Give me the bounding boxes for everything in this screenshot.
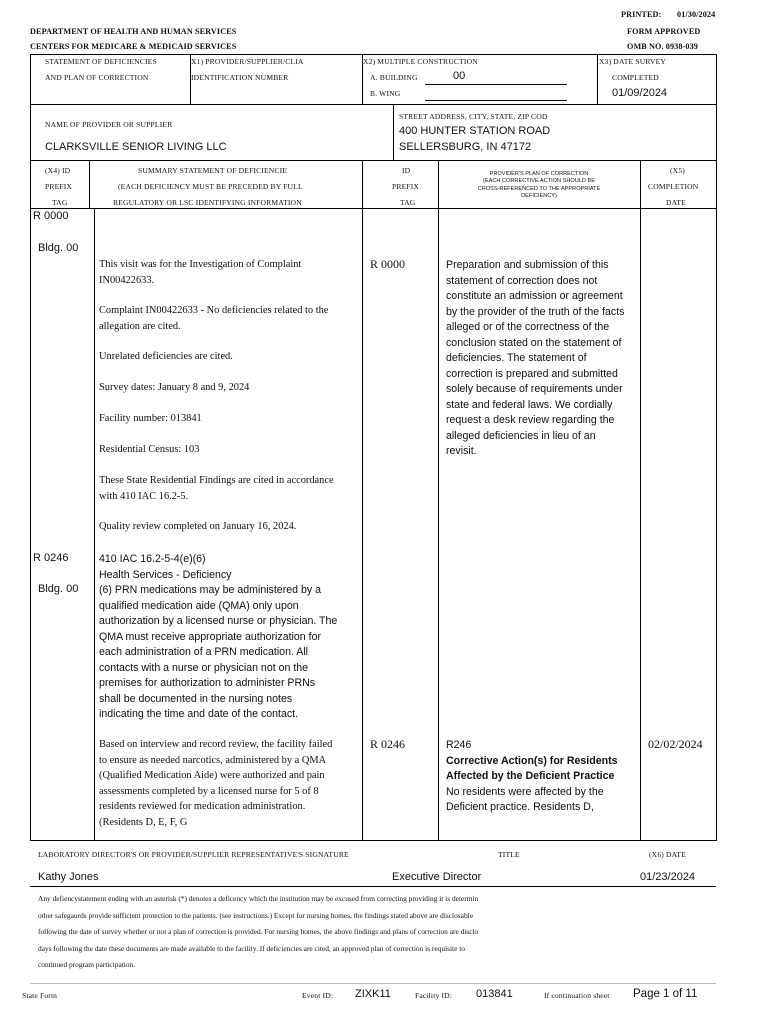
paragraph-quality-review: Quality review completed on January 16, 2024. bbox=[99, 521, 297, 532]
building-underline bbox=[425, 84, 567, 85]
building-label: A. BUILDING bbox=[370, 73, 418, 82]
survey-completed-date: 01/09/2024 bbox=[612, 87, 668, 99]
x5-header-3: DATE bbox=[666, 198, 687, 207]
id-header-3: TAG bbox=[400, 198, 416, 207]
paragraph-complaint: Complaint IN00422633 - No deficiencies related to the allegation are cited. bbox=[99, 305, 329, 332]
x4-header-1: (X4) ID bbox=[45, 166, 71, 175]
plan-header-3: CROSS-REFERENCED TO THE APPROPRIATE bbox=[477, 185, 601, 192]
date-label: (X6) DATE bbox=[649, 850, 686, 859]
plan-header bbox=[442, 171, 636, 201]
event-id-value: ZIXK11 bbox=[355, 988, 391, 1000]
disclaimer-line-3: following the date of survey whether or not a plan of correction is provided. For nursing homes, the above findings and plans of correction are disclo bbox=[38, 927, 479, 936]
disclaimer bbox=[38, 891, 718, 974]
statement-label-1: STATEMENT OF DEFICIENCIES bbox=[45, 57, 157, 66]
plan-r0246-tag: R246 bbox=[446, 739, 472, 751]
paragraph-unrelated: Unrelated deficiencies are cited. bbox=[99, 351, 233, 362]
x5-header-2: COMPLETION bbox=[648, 182, 699, 191]
x4-header-2: PREFIX bbox=[45, 182, 73, 191]
continuation-label: If continuation sheet bbox=[544, 991, 610, 1000]
statement-label-2: AND PLAN OF CORRECTION bbox=[45, 73, 149, 82]
signature-divider bbox=[30, 886, 716, 887]
plan-header-2: (EACH CORRECTIVE ACTION SHOULD BE bbox=[483, 178, 595, 185]
completion-date-r0246: 02/02/2024 bbox=[648, 737, 703, 751]
summary-header-2: (EACH DEFICIENCY MUST BE PRECEDED BY FULL bbox=[118, 182, 303, 191]
x3-label-2: COMPLETED bbox=[612, 73, 659, 82]
id-tag-r0246: R 0246 bbox=[370, 737, 406, 751]
disclaimer-line-4: days following the date these documents are made available to the facility. If deficiencies are cited, an approved plan of correction is requisite to bbox=[38, 943, 465, 953]
provider-name: CLARKSVILLE SENIOR LIVING LLC bbox=[45, 141, 227, 153]
paragraph-state-findings: These State Residential Findings are cited in accordance with 410 IAC 16.2-5. bbox=[99, 475, 334, 502]
signature-date: 01/23/2024 bbox=[640, 871, 696, 883]
x3-label-1: X3) DATE SURVEY bbox=[599, 57, 667, 66]
paragraph-facility-number: Facility number: 013841 bbox=[99, 413, 202, 424]
plan-r0000: Preparation and submission of this statement of correction does not constitute an admission or agreement by the provider of the truth of the facts alleged or of the correctness of the conclusion stated on the statement of deficiencies. The statement of correction is prepared and submitted solely because of requirements under state and federal laws. We cordially request a desk review regarding the alleged deficiencies in lieu of an revisit. bbox=[446, 259, 625, 457]
address-line-2: SELLERSBURG, IN 47172 bbox=[399, 141, 532, 153]
facility-id-label: Facility ID: bbox=[415, 991, 453, 1000]
disclaimer-line-2: other safegaurds provide sufficient protection to the patients. (see instructions.) Except for nursing homes, the findings stated above are disclosable bbox=[38, 910, 473, 920]
paragraph-census: Residential Census: 103 bbox=[99, 444, 200, 455]
x1-label-2: IDENTIFICATION NUMBER bbox=[191, 73, 289, 82]
signer-title: Executive Director bbox=[392, 871, 482, 883]
tag-r0000: R 0000 bbox=[33, 210, 69, 222]
facility-id-value: 013841 bbox=[476, 988, 513, 1000]
state-form: State Form bbox=[22, 991, 58, 1000]
wing-underline bbox=[425, 100, 567, 101]
bldg-r0246: Bldg. 00 bbox=[38, 583, 79, 595]
address-label: STREET ADDRESS, CITY, STATE, ZIP COD bbox=[399, 112, 548, 121]
page-number: Page 1 of 11 bbox=[633, 988, 698, 1000]
id-header-1: ID bbox=[402, 166, 411, 175]
bldg-r0000: Bldg. 00 bbox=[38, 242, 79, 254]
plan-r0246-heading: Corrective Action(s) for Residents Affected by the Deficient Practice bbox=[446, 754, 618, 782]
title-label: TITLE bbox=[498, 850, 520, 859]
printed-label: PRINTED: bbox=[621, 10, 662, 19]
building-value: 00 bbox=[453, 70, 466, 82]
signer-name: Kathy Jones bbox=[38, 871, 99, 883]
provider-divider bbox=[393, 104, 394, 160]
summary-header-1: SUMMARY STATEMENT OF DEFICIENCIE bbox=[138, 166, 288, 175]
address-line-1: 400 HUNTER STATION ROAD bbox=[399, 125, 551, 137]
signature-label: LABORATORY DIRECTOR'S OR PROVIDER/SUPPLIER REPRESENTATIVE'S SIGNATURE bbox=[38, 850, 349, 859]
footer-divider bbox=[30, 983, 716, 984]
x4-header-3: TAG bbox=[52, 198, 68, 207]
paragraph-survey-dates: Survey dates: January 8 and 9, 2024 bbox=[99, 382, 250, 393]
printed-date: 01/30/2024 bbox=[677, 10, 716, 19]
x2-label: X2) MULTIPLE CONSTRUCTION bbox=[363, 57, 478, 66]
plan-header-4: DEFICIENCY) bbox=[521, 193, 557, 200]
event-id-label: Event ID: bbox=[302, 991, 334, 1000]
disclaimer-line-5: continued program participation. bbox=[38, 960, 136, 969]
plan-r0246-text: No residents were affected by the Deficient practice. Residents D, bbox=[446, 785, 604, 813]
form-approved: FORM APPROVED bbox=[627, 27, 701, 36]
omb-number: OMB NO. 0938-039 bbox=[627, 42, 698, 51]
id-tag-r0000: R 0000 bbox=[370, 257, 406, 271]
finding-r0246: Based on interview and record review, the facility failed to ensure as needed narcotics, administered by a QMA (Qualified Medication Aide) were authorized and pain assessments completed by a licensed nurse for 5 of 8 residents reviewed for medication administration. (Residents D, E, F, G bbox=[99, 739, 333, 828]
provider-name-label: NAME OF PROVIDER OR SUPPLIER bbox=[45, 120, 173, 129]
x5-header-1: (X5) bbox=[670, 166, 685, 175]
paragraph-visit: This visit was for the Investigation of Complaint IN00422633. bbox=[99, 259, 302, 286]
department-name: DEPARTMENT OF HEALTH AND HUMAN SERVICES bbox=[30, 27, 237, 36]
centers-name: CENTERS FOR MEDICARE & MEDICAID SERVICES bbox=[30, 42, 237, 51]
plan-r0246 bbox=[446, 738, 628, 816]
x1-label-1: X1) PROVIDER/SUPPLIER/CLIA bbox=[191, 57, 304, 66]
plan-header-1: PROVIDER'S PLAN OF CORRECTION bbox=[489, 171, 589, 177]
tag-r0246: R 0246 bbox=[33, 552, 69, 564]
id-header-2: PREFIX bbox=[392, 182, 420, 191]
disclaimer-line-1: Any defiencystatement ending with an asterisk (*) denotes a deficency which the institution may be excused from correcting providing it is determin bbox=[38, 894, 479, 903]
regulation-text: 410 IAC 16.2-5-4(e)(6) Health Services - Deficiency (6) PRN medications may be administered by a qualified medication aide (QMA) only upon authorization by a licensed nurse or physician. The QMA must receive appropriate authorization for each administration of a PRN medication. All contacts with a nurse or physician not on the premises for authorization to administer PRNs shall be documented in the nursing notes indicating the time and date of the contact. bbox=[99, 553, 338, 720]
summary-header-3: REGULATORY OR LSC IDENTIFYING INFORMATION bbox=[113, 198, 302, 207]
wing-label: B. WING bbox=[370, 89, 401, 98]
finding-intro bbox=[99, 257, 351, 535]
